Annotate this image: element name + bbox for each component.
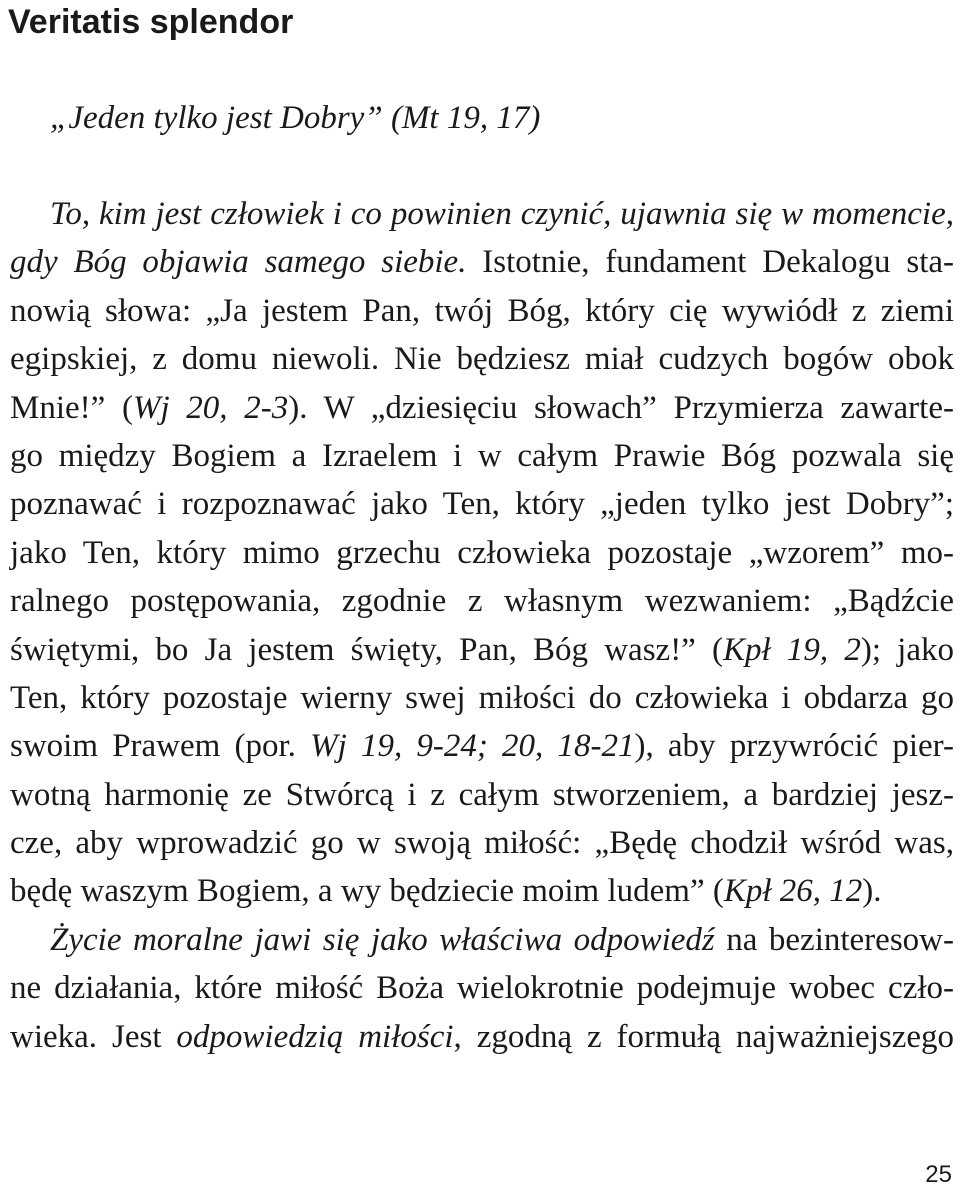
page-number: 25	[925, 1161, 952, 1188]
epigraph-reference: (Mt 19, 17)	[390, 100, 541, 136]
italic-text: To, kim jest człowiek i co powinien czynić, ujawnia się w momencie,	[50, 196, 954, 232]
text-segment: na bezinteresow-	[714, 921, 954, 958]
text-segment: , zgodną z formułą najważniejszego	[453, 1018, 954, 1055]
text-segment: świętymi, bo Ja jestem święty, Pan, Bóg wasz!” (	[10, 631, 724, 668]
text-segment: poznawać i rozpoznawać jako Ten, który „jeden tylko jest Dobry”;	[10, 486, 954, 523]
text-line	[10, 964, 954, 1012]
text-line	[10, 674, 954, 722]
italic-text: Wj 19, 9-24; 20, 18-21	[310, 728, 635, 765]
italic-text: Wj 20, 2-3	[132, 389, 289, 426]
text-segment: egipskiej, z domu niewoli. Nie będziesz miał cudzych bogów obok	[10, 341, 954, 378]
text-segment: będę waszym Bogiem, a wy będziecie moim ludem” (	[10, 873, 724, 910]
text-segment: Ten, który pozostaje wierny swej miłości do człowieka i obdarza go	[10, 679, 954, 716]
text-segment: Mnie!” (	[10, 389, 133, 426]
text-line	[10, 867, 954, 915]
body-text	[10, 190, 954, 1061]
running-header: Veritatis splendor	[8, 3, 294, 41]
text-line	[10, 190, 954, 238]
text-line	[10, 287, 954, 335]
italic-text: Kpł 19, 2	[723, 631, 861, 668]
text-segment: ).	[862, 873, 882, 910]
text-segment: ralnego postępowania, zgodnie z własnym wezwaniem: „Bądźcie	[10, 583, 954, 620]
text-line	[10, 480, 954, 528]
text-segment: wotną harmonię ze Stwórcą i z całym stworzeniem, a bardziej jesz-	[10, 776, 954, 813]
text-segment: nowią słowa: „Ja jestem Pan, twój Bóg, który cię wywiódł z ziemi	[10, 292, 954, 329]
text-line	[10, 577, 954, 625]
text-segment: Istotnie, fundament Dekalogu sta-	[466, 244, 954, 281]
text-segment: ne działania, które miłość Boża wielokrotnie podejmuje wobec czło-	[10, 970, 954, 1007]
text-line	[10, 916, 954, 964]
text-line	[10, 626, 954, 674]
text-line	[10, 529, 954, 577]
text-segment: swoim Prawem (por.	[10, 728, 311, 765]
text-line	[10, 722, 954, 770]
text-segment: wieka. Jest	[10, 1018, 177, 1055]
text-segment: ); jako	[860, 631, 954, 668]
text-line	[10, 335, 954, 383]
text-segment: jako Ten, który mimo grzechu człowieka pozostaje „wzorem” mo-	[10, 534, 954, 571]
epigraph	[50, 96, 540, 140]
text-segment: ). W „dziesięciu słowach” Przymierza zawarte-	[288, 389, 954, 426]
italic-text: Życie moralne jawi się jako właściwa odpowiedź	[50, 921, 715, 958]
text-segment: go między Bogiem a Izraelem i w całym Prawie Bóg pozwala się	[10, 437, 954, 474]
text-line	[10, 1013, 954, 1061]
text-line	[10, 238, 954, 286]
italic-text: odpowiedzią miłości	[176, 1018, 454, 1055]
text-segment: cze, aby wprowadzić go w swoją miłość: „Będę chodził wśród was,	[10, 825, 954, 862]
text-line	[10, 432, 954, 480]
epigraph-quote: „Jeden tylko jest Dobry”	[50, 100, 383, 136]
italic-text: Kpł 26, 12	[723, 873, 863, 910]
text-segment: ), aby przywrócić pier-	[634, 728, 954, 765]
text-line	[10, 819, 954, 867]
text-line	[10, 384, 954, 432]
italic-text: gdy Bóg objawia samego siebie.	[10, 244, 467, 281]
text-line	[10, 771, 954, 819]
